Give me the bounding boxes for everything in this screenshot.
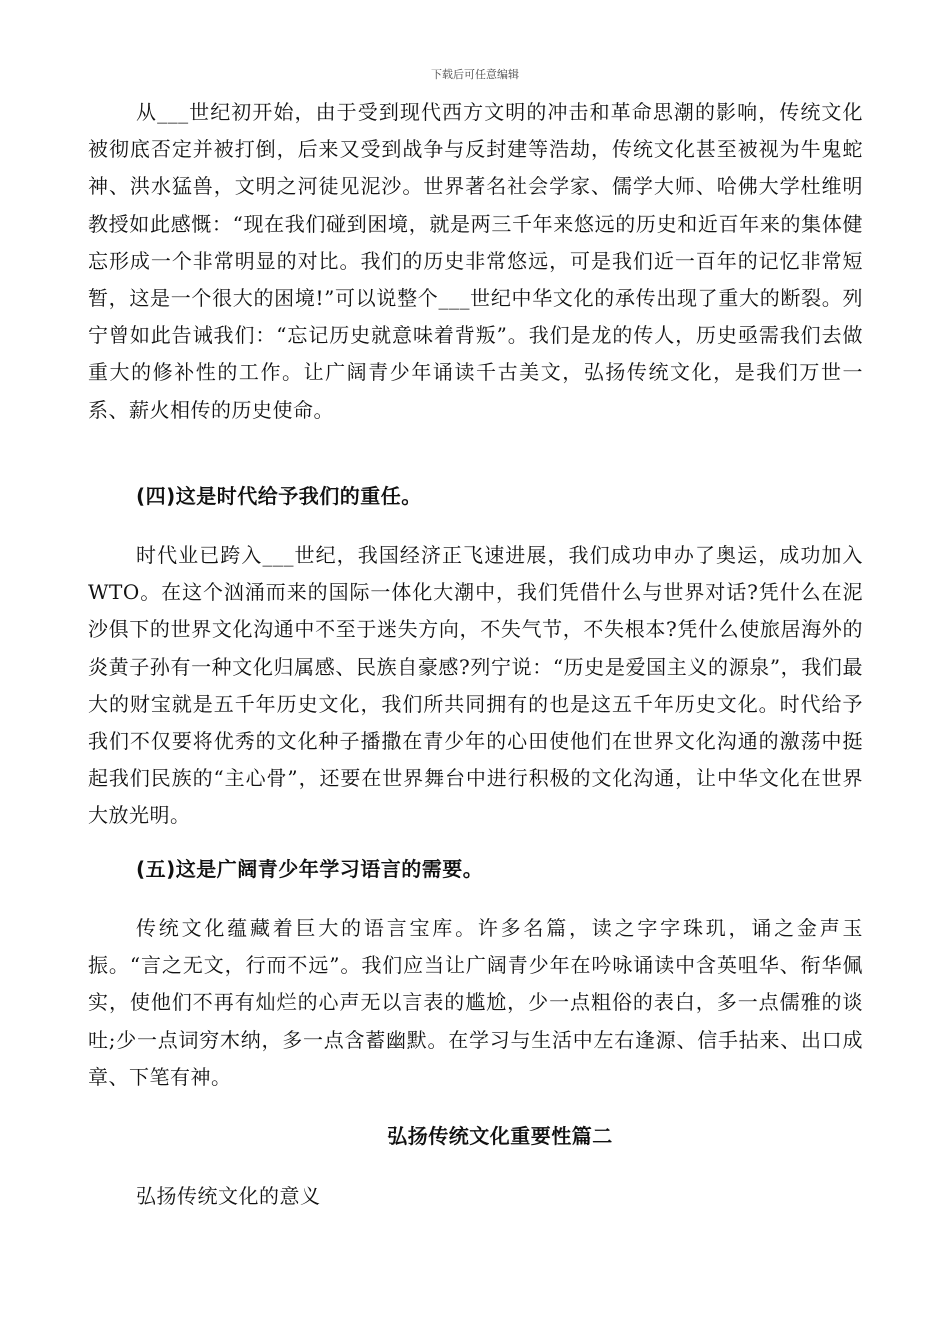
heading-era-responsibility: (四)这是时代给予我们的重任。 (136, 484, 422, 508)
header-note: 下载后可任意编辑 (431, 68, 519, 81)
heading-language-learning: (五)这是广阔青少年学习语言的需要。 (136, 857, 484, 881)
paragraph-era-dialogue: 时代业已跨入___世纪，我国经济正飞速进展，我们成功申办了奥运，成功加入WTO。在这个汹涌而来的国际一体化大潮中，我们凭借什么与世界对话?凭什么在泥沙俱下的世界文化沟通中不至于迷失方向，不失气节，不失根本?凭什么使旅居海外的炎黄子孙有一种文化归属感、民族自豪感?列宁说：“历史是爱国主义的源泉”，我们最大的财宝就是五千年历史文化，我们所共同拥有的也是这五千年历史文化。时代给予我们不仅要将优秀的文化种子播撒在青少年的心田使他们在世界文化沟通的激荡中挺起我们民族的“主心骨”，还要在世界舞台中进行积极的文化沟通，让中华文化在世界大放光明。 (88, 543, 863, 828)
paragraph-language-treasury: 传统文化蕴藏着巨大的语言宝库。许多名篇，读之字字珠玑，诵之金声玉振。“言之无文，行而不远”。我们应当让广阔青少年在吟咏诵读中含英咀华、衔华佩实，使他们不再有灿烂的心声无以言表的尴尬，少一点粗俗的表白，多一点儒雅的谈吐;少一点词穷木纳，多一点含蓄幽默。在学习与生活中左右逢源、信手拈来、出口成章、下笔有神。 (88, 916, 863, 1089)
paragraph-history-rupture: 从___世纪初开始，由于受到现代西方文明的冲击和革命思潮的影响，传统文化被彻底否定并被打倒，后来又受到战争与反封建等浩劫，传统文化甚至被视为牛鬼蛇神、洪水猛兽，文明之河徒见泥沙。世界著名社会学家、儒学大师、哈佛大学杜维明教授如此感慨：“现在我们碰到困境，就是两三千年来悠远的历史和近百年来的集体健忘形成一个非常明显的对比。我们的历史非常悠远，可是我们近一百年的记忆非常短暂，这是一个很大的困境!”可以说整个___世纪中华文化的承传出现了重大的断裂。列宁曾如此告诫我们：“忘记历史就意味着背叛”。我们是龙的传人，历史亟需我们去做重大的修补性的工作。让广阔青少年诵读千古美文，弘扬传统文化，是我们万世一系、薪火相传的历史使命。 (88, 100, 863, 422)
paragraph-significance: 弘扬传统文化的意义 (136, 1184, 321, 1208)
section-title-part-two: 弘扬传统文化重要性篇二 (387, 1124, 613, 1148)
